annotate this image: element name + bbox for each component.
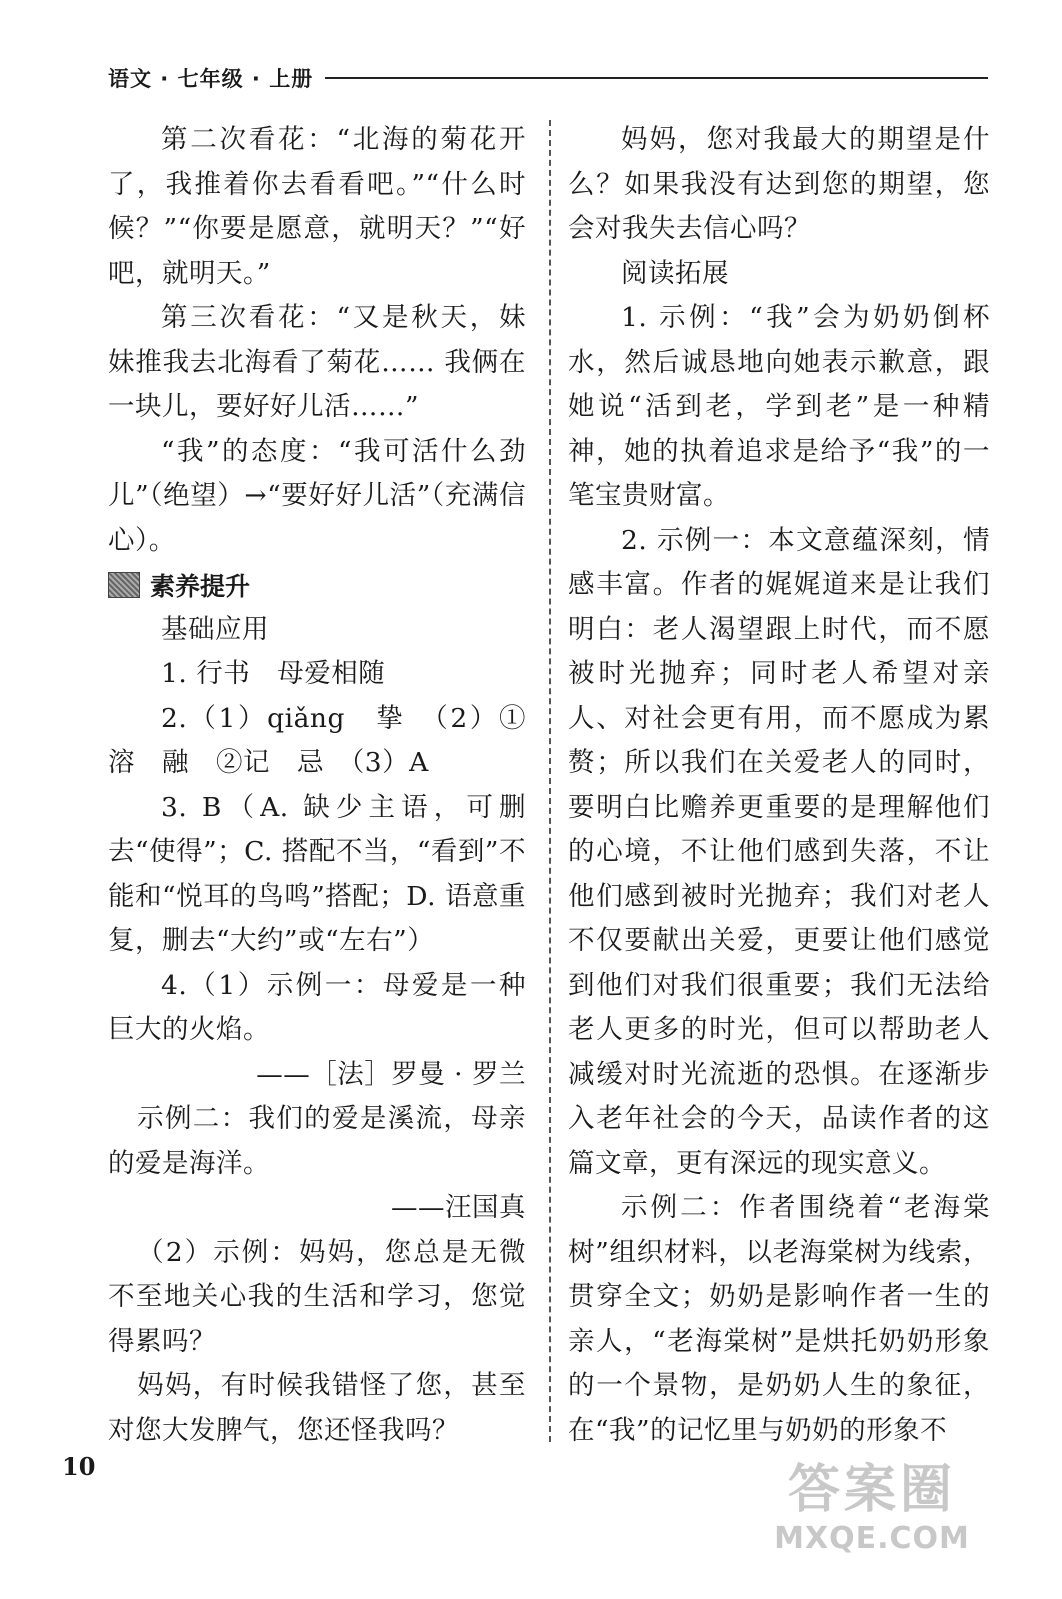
running-header bbox=[108, 60, 988, 96]
section-marker-icon bbox=[108, 572, 140, 598]
paragraph: 2.（1）qiǎng 挚 （2）①溶 融 ②记 忌 （3）A bbox=[108, 702, 526, 778]
paragraph: 3. B（A. 缺少主语，可删去“使得”；C. 搭配不当，“看到”不能和“悦耳的鸟鸣”搭配；D. 语意重复，删去“大约”或“左右”） bbox=[108, 791, 526, 956]
right-column bbox=[568, 118, 990, 1453]
header-rule bbox=[325, 77, 988, 79]
paragraph: （2）示例：妈妈，您总是无微不至地关心我的生活和学习，您觉得累吗？ bbox=[108, 1236, 526, 1357]
paragraph: 2. 示例一：本文意蕴深刻，情感丰富。作者的娓娓道来是让我们明白：老人渴望跟上时代，而不愿被时光抛弃；同时老人希望对亲人、对社会更有用，而不愿成为累赘；所以我们在关爱老人的同时，要明白比赡养更重要的是理解他们的心境，不让他们感到失落，不让他们感到被时光抛弃；我们对老人不仅要献出关爱，更要让他们感觉到他们对我们很重要；我们无法给老人更多的时光，但可以帮助老人减缓对时光流逝的恐惧。在逐渐步入老年社会的今天，品读作者的这篇文章，更有深远的现实意义。 bbox=[568, 524, 990, 1179]
paragraph: 阅读拓展 bbox=[621, 257, 729, 289]
left-column bbox=[108, 118, 526, 1453]
paragraph: 基础应用 bbox=[161, 613, 269, 645]
quote-attribution: ——汪国真 bbox=[391, 1192, 526, 1223]
paragraph: 第三次看花：“又是秋天，妹妹推我去北海看了菊花…… 我俩在一块儿，要好好儿活……” bbox=[108, 302, 526, 422]
paragraph: 妈妈，您对我最大的期望是什么？如果我没有达到您的期望，您会对我失去信心吗？ bbox=[568, 124, 990, 244]
watermark-logo-text: 答案圈 bbox=[787, 1460, 956, 1520]
watermark bbox=[722, 1459, 1022, 1569]
paragraph: 示例二：我们的爱是溪流，母亲的爱是海洋。 bbox=[108, 1103, 526, 1179]
section-heading bbox=[108, 563, 526, 608]
paragraph: 1. 行书 母爱相随 bbox=[161, 658, 386, 689]
paragraph: 第二次看花：“北海的菊花开了，我推着你去看看吧。”“什么时候？”“你要是愿意，就明天？”“好吧，就明天。” bbox=[108, 124, 526, 289]
quote-attribution: ——［法］罗曼 · 罗兰 bbox=[256, 1058, 526, 1090]
paragraph: 妈妈，有时候我错怪了您，甚至对您大发脾气，您还怪我吗？ bbox=[108, 1370, 526, 1446]
paragraph: 1. 示例：“我”会为奶奶倒杯水，然后诚恳地向她表示歉意，跟她说“活到老，学到老”是一种精神，她的执着追求是给予“我”的一笔宝贵财富。 bbox=[568, 302, 990, 511]
watermark-url: MXQE.COM bbox=[774, 1521, 970, 1556]
paragraph: 4.（1）示例一：母爱是一种巨大的火焰。 bbox=[108, 969, 526, 1045]
column-divider bbox=[549, 120, 551, 1442]
paragraph: 示例二：作者围绕着“老海棠树”组织材料，以老海棠树为线索，贯穿全文；奶奶是影响作者一生的亲人，“老海棠树”是烘托奶奶形象的一个景物，是奶奶人生的象征，在“我”的记忆里与奶奶的形象不 bbox=[568, 1192, 990, 1446]
section-title: 素养提升 bbox=[150, 572, 251, 602]
page-number: 10 bbox=[62, 1452, 96, 1481]
paragraph: “我”的态度：“我可活什么劲儿”（绝望）→“要好好儿活”（充满信心）。 bbox=[108, 435, 526, 556]
book-title: 语文 · 七年级 · 上册 bbox=[108, 67, 314, 91]
